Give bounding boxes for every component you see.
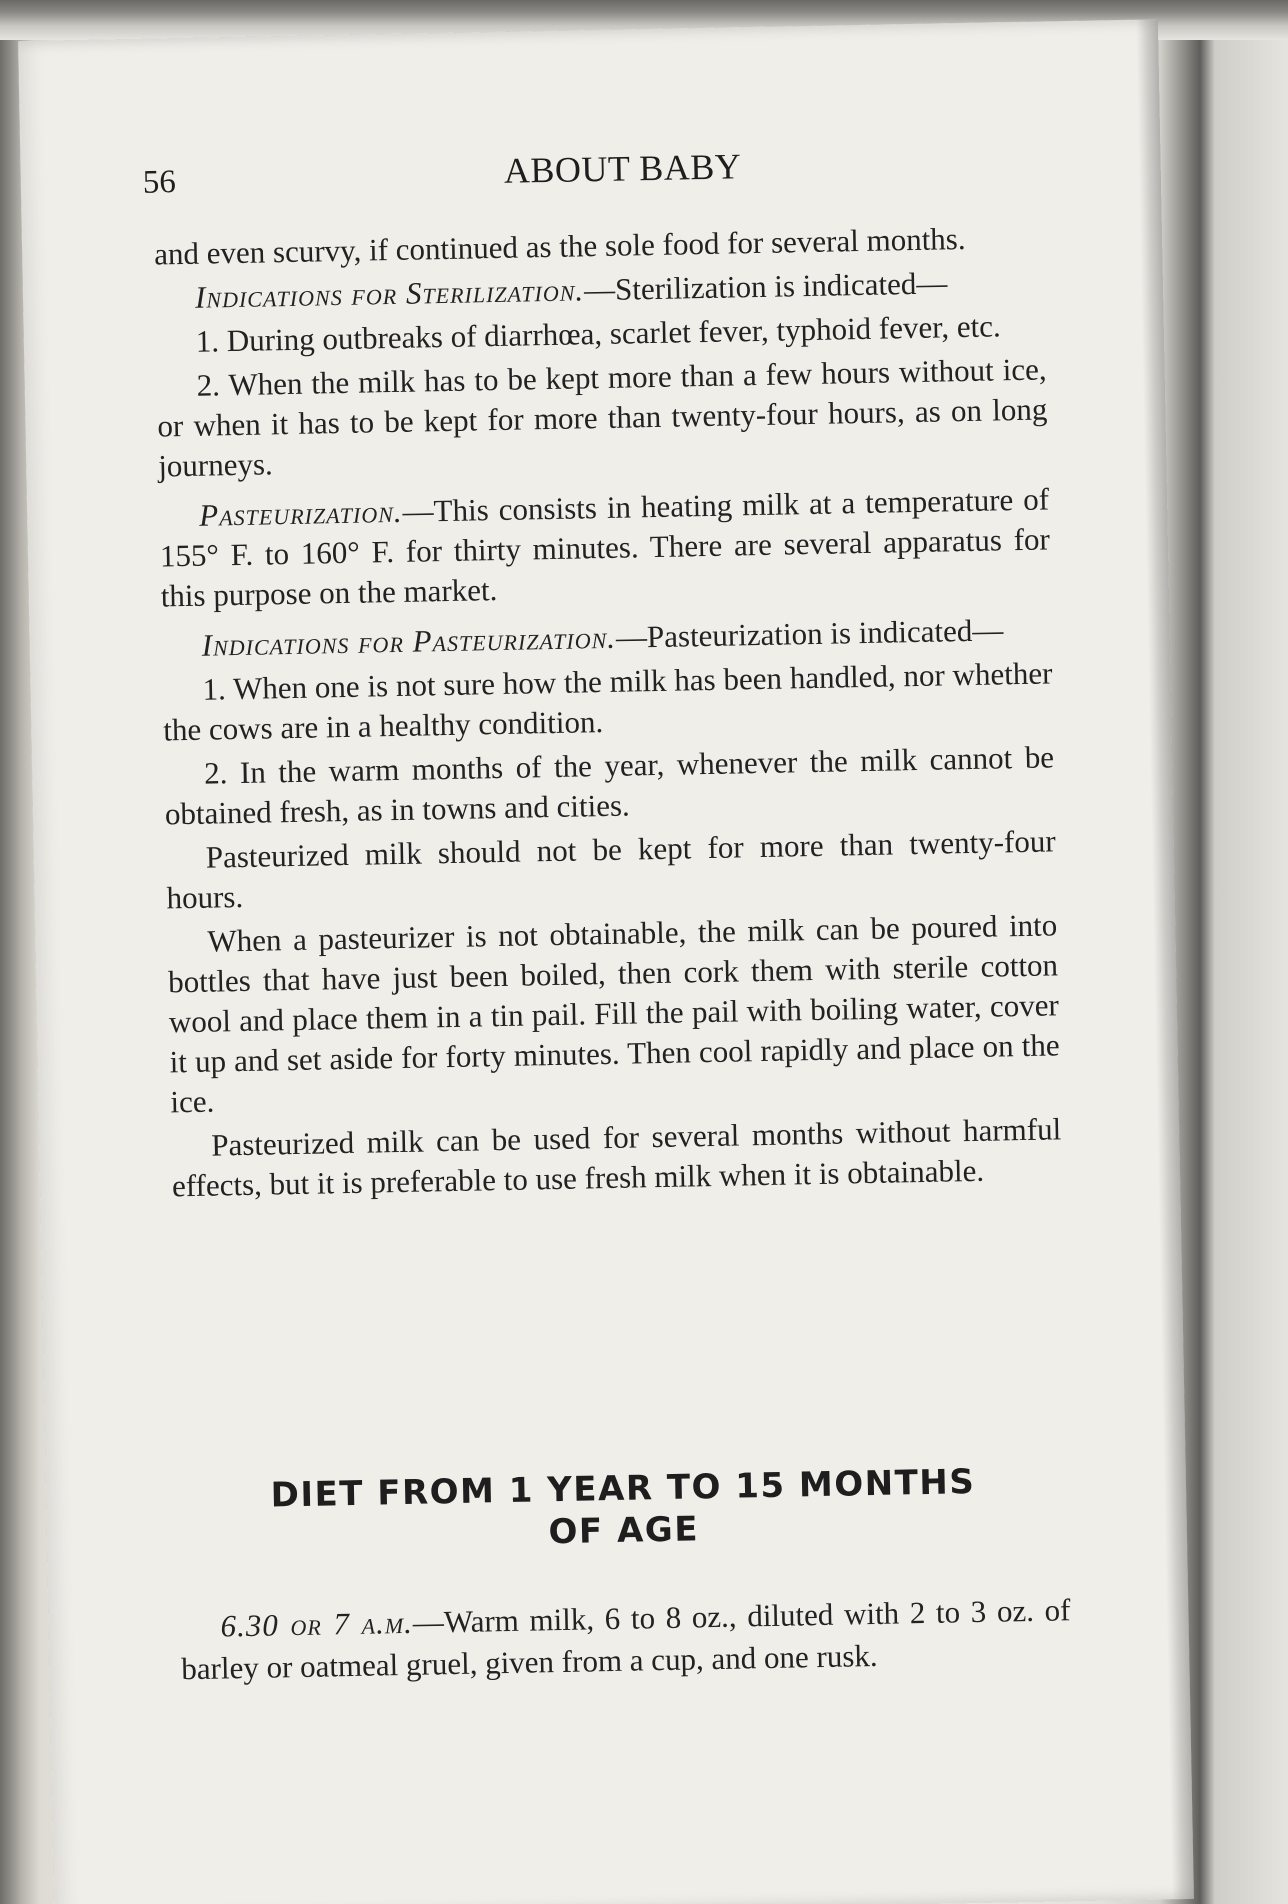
diet-entry-text: —Warm milk, 6 to 8 oz., diluted with 2 to 3 oz. of barley or oatmeal gruel, given from a cup, and one rusk. bbox=[181, 1592, 1071, 1687]
side-heading-sterilization: Indications for Sterilization. bbox=[194, 272, 585, 315]
pasteurization-item-2: 2. In the warm months of the year, whenever the milk cannot be obtained fresh, as in towns and cities. bbox=[164, 739, 1055, 832]
paragraph-home-pasteurizing: When a pasteurizer is not obtainable, the milk can be poured into bottles that have just been boiled, then cork them with sterile cotton wool and place them in a tin pail. Fill the pail with boiling water, cover it up and set aside for forty minutes. Then cool rapidly and place on the ice. bbox=[167, 907, 1060, 1120]
paragraph-pasteurized-use: Pasteurized milk can be used for several months without harmful effects, but it is preferable to use fresh milk when it is obtainable. bbox=[171, 1111, 1062, 1204]
body-text bbox=[154, 217, 1063, 1210]
pasteurization-intro: —Pasteurization is indicated— bbox=[615, 612, 1004, 655]
sterilization-intro: —Sterilization is indicated— bbox=[583, 265, 948, 308]
paragraph-scurvy: and even scurvy, if continued as the sole food for several months. bbox=[153, 220, 966, 272]
diet-entry bbox=[180, 1589, 1071, 1690]
side-heading-pasteurization: Pasteurization. bbox=[198, 493, 403, 533]
page-header bbox=[142, 138, 1103, 216]
pasteurization-item-1: 1. When one is not sure how the milk has been handled, nor whether the cows are in a healthy condition. bbox=[162, 655, 1053, 748]
running-head: ABOUT BABY bbox=[503, 146, 742, 191]
sterilization-item-2: 2. When the milk has to be kept more than a few hours without ice, or when it has to be kept for more than twenty-four hours, as on long journeys. bbox=[157, 351, 1048, 484]
side-heading-pasteurization-indications: Indications for Pasteurization. bbox=[201, 619, 617, 663]
diet-entry-time: 6.30 or 7 a.m. bbox=[220, 1604, 414, 1644]
pasteurization-description: —This consists in heating milk at a temperature of 155° F. to 160° F. for thirty minutes. There are several apparatus for this purpose on the market. bbox=[159, 481, 1051, 614]
section-heading-line-1: DIET FROM 1 YEAR TO 15 MONTHS bbox=[270, 1462, 976, 1516]
page-number: 56 bbox=[142, 164, 177, 201]
section-heading-diet bbox=[178, 1459, 1069, 1560]
page-gutter-shadow bbox=[1136, 19, 1194, 1899]
section-heading-line-2: OF AGE bbox=[548, 1509, 700, 1553]
paragraph-pasteurization bbox=[159, 479, 1051, 616]
sterilization-item-1: 1. During outbreaks of diarrhœa, scarlet fever, typhoid fever, etc. bbox=[195, 308, 1001, 359]
book-page bbox=[18, 19, 1194, 1904]
paragraph-storage: Pasteurized milk should not be kept for more than twenty-four hours. bbox=[166, 823, 1056, 916]
